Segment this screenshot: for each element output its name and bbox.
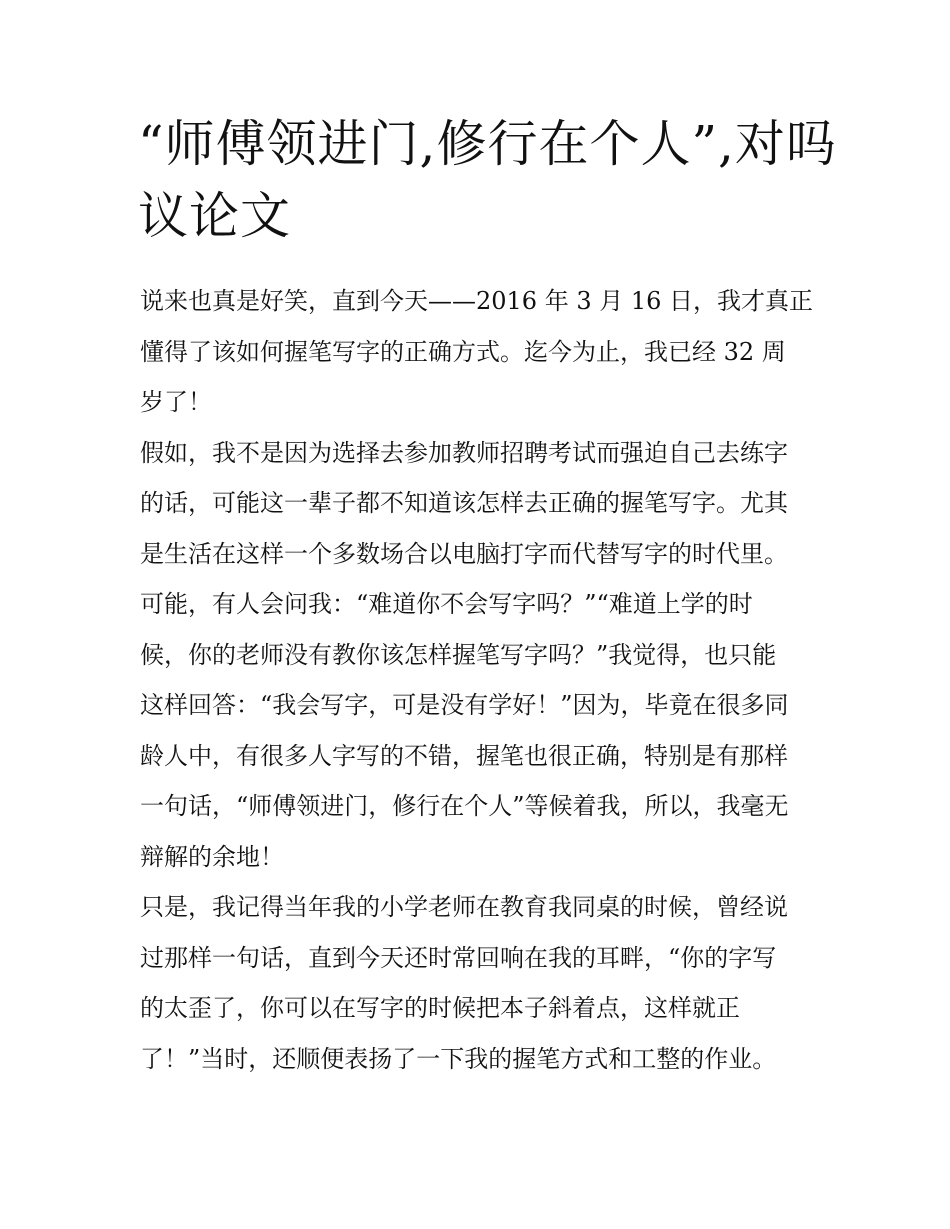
text-line: 候，你的老师没有教你该怎样握笔写字吗？”我觉得，也只能 <box>140 640 777 669</box>
text-line: 过那样一句话，直到今天还时常回响在我的耳畔，“你的字写 <box>140 943 777 972</box>
text-line: 的太歪了，你可以在写字的时候把本子斜着点，这样就正 <box>140 994 740 1022</box>
paragraph <box>140 276 830 428</box>
text-line: 了！”当时，还顺便表扬了一下我的握笔方式和工整的作业。 <box>140 1044 777 1073</box>
text-line: 辩解的余地！ <box>140 842 284 871</box>
text-line: 龄人中，有很多人字写的不错，握笔也很正确，特别是有那样 <box>140 741 788 770</box>
text-line: 懂得了该如何握笔写字的正确方式。迄今为止，我已经 32 周 <box>140 337 786 366</box>
text-line: 岁了！ <box>140 388 212 416</box>
paragraph <box>140 882 830 1084</box>
document-title <box>138 108 837 252</box>
title-line: 议论文 <box>138 187 291 245</box>
paragraph <box>140 428 830 883</box>
text-line: 一句话，“师傅领进门，修行在个人”等候着我，所以，我毫无 <box>140 792 789 820</box>
text-line: 假如，我不是因为选择去参加教师招聘考试而强迫自己去练字 <box>140 438 788 467</box>
title-line: “师傅领进门,修行在个人”,对吗 <box>138 115 837 173</box>
text-line: 可能，有人会问我：“难道你不会写字吗？”“难道上学的时 <box>140 590 753 618</box>
document-body <box>140 276 830 1084</box>
text-line: 只是，我记得当年我的小学老师在教育我同桌的时候，曾经说 <box>140 893 788 921</box>
text-line: 说来也真是好笑，直到今天——2016 年 3 月 16 日，我才真正 <box>140 287 814 315</box>
text-line: 是生活在这样一个多数场合以电脑打字而代替写字的时代里。 <box>140 539 788 568</box>
text-line: 这样回答：“我会写字，可是没有学好！”因为，毕竟在很多同 <box>140 691 789 719</box>
text-line: 的话，可能这一辈子都不知道该怎样去正确的握笔写字。尤其 <box>140 489 788 517</box>
